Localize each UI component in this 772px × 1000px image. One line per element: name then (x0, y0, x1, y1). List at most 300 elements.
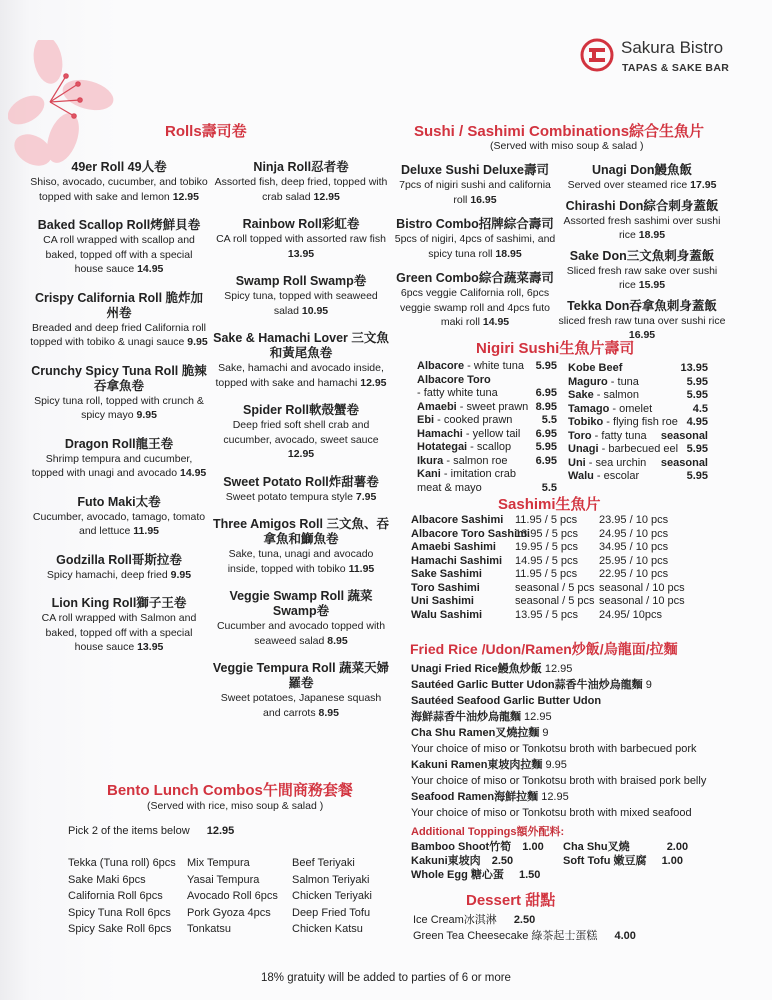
menu-item (212, 331, 390, 390)
item-name: Sweet Potato Roll炸甜薯卷 (223, 474, 379, 489)
noodle-name: Cha Shu Ramen叉燒拉麵 (411, 727, 540, 739)
item-desc-text: Shiso, avocado, cucumber, and tobiko topped with sake and lemon (30, 176, 208, 203)
menu-item (557, 299, 727, 343)
item-name: Spider Roll軟殻蟹卷 (243, 403, 359, 417)
restaurant-tagline: TAPAS & SAKE BAR (622, 62, 730, 74)
item-price: 12.95 (360, 376, 387, 389)
sashimi-price-5: 13.95 / 5 pcs (515, 527, 578, 540)
bento-option: Mix Tempura (187, 857, 250, 869)
bento-option: Tonkatsu (187, 923, 232, 935)
noodle-name: 海鮮蒜香牛油炒烏龍麵 (411, 711, 521, 723)
sashimi-price-10: 34.95 / 10 pcs (599, 541, 669, 553)
sashimi-price-5: 11.95 / 5 pcs (515, 568, 578, 580)
menu-item (30, 291, 208, 350)
topping-price: 1.50 (518, 869, 541, 881)
item-name: Three Amigos Roll 三文魚、吞拿魚和鰤魚卷 (213, 517, 389, 546)
nigiri-desc: - yellow tail (462, 427, 521, 440)
bento-column-1 (68, 855, 176, 938)
nigiri-price: 13.95 (680, 362, 708, 374)
nigiri-row (417, 428, 557, 442)
item-description (212, 289, 390, 318)
menu-item (30, 364, 208, 423)
item-desc-text: CA roll wrapped with scallop and baked, topped off with a special house sauce (43, 234, 195, 275)
sashimi-price-5: 14.95 / 5 pcs (515, 554, 578, 567)
sashimi-row (411, 582, 691, 596)
nigiri-right-table (568, 362, 708, 484)
item-description (30, 233, 208, 277)
nigiri-price: 5.5 (541, 481, 557, 494)
item-name: Godzilla Roll哥斯拉卷 (56, 552, 182, 567)
sashimi-name: Amaebi Sashimi (411, 541, 496, 553)
item-price: 11.95 (348, 562, 375, 575)
item-name: Rainbow Roll彩虹卷 (242, 217, 360, 231)
nigiri-name: Amaebi (417, 400, 457, 413)
nigiri-desc: - white tuna (464, 360, 524, 372)
sashimi-price-10: 24.95 / 10 pcs (599, 527, 669, 540)
item-price: 15.95 (638, 279, 666, 291)
item-name: Swamp Roll Swamp卷 (235, 274, 367, 288)
nigiri-row (568, 470, 708, 484)
sashimi-price-10: seasonal / 10 pcs (599, 595, 685, 607)
item-description (30, 321, 208, 350)
item-desc-text: Shrimp tempura and cucumber, topped with unagi and avocado (31, 452, 193, 479)
item-desc-text: Assorted fresh sashimi over sushi rice (563, 214, 721, 241)
item-name: Green Combo綜合蔬菜壽司 (396, 271, 554, 285)
bento-option: Salmon Teriyaki (292, 873, 370, 886)
bento-option: Spicy Sake Roll 6pcs (68, 923, 172, 935)
item-desc-text: Breaded and deep fried California roll topped with tobiko & unagi sauce (30, 321, 206, 348)
nigiri-desc: - barbecued eel (598, 443, 679, 455)
nigiri-price: 5.95 (535, 441, 557, 453)
nigiri-name: Ikura (417, 454, 444, 467)
nigiri-name: Albacore (417, 360, 465, 372)
sashimi-row (411, 541, 691, 555)
nigiri-price: 5.95 (686, 389, 708, 401)
menu-item (212, 217, 390, 261)
noodle-line (411, 661, 706, 677)
nigiri-price: 4.95 (686, 416, 708, 428)
topping-name: Kakuni東坡肉 (411, 855, 481, 867)
sashimi-price-5: seasonal / 5 pcs (515, 595, 595, 607)
item-description (212, 547, 390, 576)
bento-option: Deep Fried Tofu (292, 906, 371, 919)
menu-item (212, 403, 390, 462)
bento-note: (Served with rice, miso soup & salad ) (147, 800, 324, 812)
nigiri-name: Tobiko (568, 416, 604, 428)
item-desc-text: 7pcs of nigiri sushi and california roll (399, 179, 551, 206)
bento-option: Tekka (Tuna roll) 6pcs (68, 857, 176, 869)
menu-item (392, 271, 558, 330)
nigiri-desc: - sea urchin (585, 456, 647, 469)
item-price: 13.95 (287, 247, 315, 260)
bento-option: Sake Maki 6pcs (68, 873, 146, 886)
sashimi-row (411, 514, 691, 528)
rolls-heading: Rolls壽司卷 (165, 123, 247, 140)
menu-item (212, 475, 390, 505)
dessert-item (413, 927, 636, 943)
item-name: Chirashi Don綜合刺身蓋飯 (565, 198, 719, 213)
nigiri-name: Kobe Beef (568, 362, 623, 374)
noodle-name: Unagi Fried Rice鰻魚炒飯 (411, 663, 542, 675)
item-desc-text: sliced fresh raw tuna over sushi rice (558, 314, 726, 327)
menu-item (30, 553, 208, 583)
nigiri-name: Hotategai (417, 441, 468, 453)
item-desc-text: Sweet potatoes, Japanese squash and carrots (220, 692, 382, 719)
sashimi-name: Albacore Toro Sashimi (411, 527, 530, 540)
item-desc-text: Sake, tuna, unagi and avocado inside, topped with tobiko (227, 548, 374, 575)
nigiri-name: Hamachi (417, 427, 463, 440)
nigiri-row (417, 414, 557, 428)
bento-pick-line (68, 825, 234, 837)
sashimi-price-10: seasonal / 10 pcs (599, 581, 685, 594)
nigiri-price: 8.95 (535, 400, 557, 413)
item-name: Sake Don三文魚刺身蓋飯 (569, 248, 715, 263)
nigiri-name: Maguro (568, 375, 608, 388)
dessert-name: Green Tea Cheesecake 綠茶起士蛋糕 (413, 930, 598, 942)
noodle-line (411, 757, 706, 773)
nigiri-price: 5.95 (686, 470, 708, 482)
nigiri-price: 5.5 (541, 414, 557, 426)
item-price: 9.95 (187, 336, 208, 348)
nigiri-row (417, 387, 557, 401)
item-price: 7.95 (355, 490, 377, 503)
nigiri-row (417, 441, 557, 455)
item-desc-text: Spicy hamachi, deep fried (46, 568, 168, 581)
sashimi-price-5: seasonal / 5 pcs (515, 581, 595, 594)
bento-option: California Roll 6pcs (68, 890, 163, 902)
sashimi-name: Sake Sashimi (411, 568, 482, 580)
item-price: 12.95 (172, 190, 199, 203)
item-price: 17.95 (690, 179, 717, 191)
topping-name: Bamboo Shoot竹筍 (411, 841, 512, 853)
item-description (557, 178, 727, 193)
dessert-item (413, 911, 535, 927)
menu-item (392, 163, 558, 207)
item-description (392, 286, 558, 330)
item-desc-text: Sweet potato tempura style (225, 490, 353, 503)
nigiri-row (568, 430, 708, 444)
sashimi-price-5: 19.95 / 5 pcs (515, 541, 578, 553)
item-name: Unagi Don鰻魚飯 (592, 163, 692, 177)
sashimi-name: Uni Sashimi (411, 595, 474, 607)
restaurant-name: Sakura Bistro (621, 38, 724, 57)
nigiri-price: 5.95 (686, 375, 708, 388)
nigiri-price: 5.95 (535, 360, 557, 372)
bento-option: Spicy Tuna Roll 6pcs (68, 906, 171, 919)
nigiri-name: Uni (568, 456, 586, 469)
nigiri-desc: - cooked prawn (434, 414, 513, 426)
nigiri-desc: - fatty white tuna (417, 387, 498, 399)
bento-pick-price: 12.95 (206, 825, 235, 837)
sashimi-price-10: 25.95 / 10 pcs (599, 554, 669, 567)
nigiri-row (568, 362, 708, 376)
item-name: Tekka Don吞拿魚刺身蓋飯 (567, 298, 717, 313)
toppings-heading: Additional Toppings額外配料: (411, 826, 565, 838)
item-description (30, 510, 208, 539)
nigiri-desc: - tuna (607, 375, 639, 388)
item-price: 18.95 (495, 247, 522, 260)
item-desc-text: Cucumber, avocado, tamago, tomato and lettuce (32, 510, 206, 537)
nigiri-desc: - escolar (593, 470, 640, 482)
noodle-detail: Your choice of miso or Tonkotsu broth with braised pork belly (411, 775, 707, 787)
item-price: 14.95 (137, 263, 164, 275)
sashimi-name: Toro Sashimi (411, 581, 480, 594)
topping-price: 1.00 (661, 855, 683, 867)
item-name: Veggie Tempura Roll 蔬菜天婦羅卷 (212, 661, 390, 690)
noodles-list (411, 661, 706, 821)
sashimi-price-5: 11.95 / 5 pcs (515, 514, 578, 526)
menu-item (30, 596, 208, 655)
item-price: 9.95 (170, 568, 192, 581)
nigiri-desc: - sweet prawn (456, 400, 529, 413)
noodle-detail: Your choice of miso or Tonkotsu broth with barbecued pork (411, 743, 697, 755)
bento-option: Avocado Roll 6pcs (187, 890, 278, 902)
nigiri-row (568, 376, 708, 390)
item-desc-text: Served over steamed rice (567, 179, 688, 191)
item-name: Veggie Swamp Roll 蔬菜Swamp卷 (229, 589, 373, 618)
item-name: Deluxe Sushi Deluxe壽司 (401, 163, 549, 177)
item-description (392, 178, 558, 207)
noodle-name: Sautéed Garlic Butter Udon蒜香牛油炒烏龍麵 (411, 679, 643, 691)
item-price: 14.95 (482, 316, 510, 328)
item-name: Ninja Roll忍者卷 (253, 160, 349, 174)
topping-name: Cha Shu叉燒 (563, 841, 630, 853)
sashimi-row (411, 555, 691, 569)
topping-price: 2.50 (491, 855, 514, 867)
nigiri-row (417, 468, 557, 482)
nigiri-price: 4.5 (692, 402, 708, 415)
noodle-line (411, 805, 706, 821)
item-description (30, 611, 208, 655)
nigiri-desc: - omelet (609, 402, 653, 415)
item-price: 13.95 (137, 641, 164, 653)
combos-heading: Sushi / Sashimi Combinations綜合生魚片 (414, 123, 705, 140)
noodle-detail: 12.95 (541, 663, 573, 675)
nigiri-desc: - salmon roe (443, 454, 508, 467)
item-description (212, 232, 390, 261)
sashimi-row (411, 568, 691, 582)
item-desc-text: 6pcs veggie California roll, 6pcs veggie swamp roll and 4pcs futo maki roll (400, 287, 550, 328)
noodles-heading: Fried Rice /Udon/Ramen炒飯/烏龍面/拉麵 (410, 641, 678, 657)
noodle-detail: Your choice of miso or Tonkotsu broth with mixed seafood (411, 807, 692, 819)
noodle-detail: 9 (539, 727, 549, 739)
combos-left-column (392, 163, 558, 340)
item-name: Baked Scallop Roll烤鮮貝卷 (37, 218, 201, 232)
item-price: 8.95 (318, 706, 339, 719)
menu-item (212, 661, 390, 720)
item-name: Lion King Roll獅子王卷 (51, 596, 187, 610)
menu-item (212, 589, 390, 648)
nigiri-row (568, 443, 708, 457)
sashimi-heading: Sashimi生魚片 (498, 496, 601, 513)
nigiri-row (417, 455, 557, 469)
nigiri-desc: - fatty tuna (591, 429, 647, 442)
sakura-bistro-logo-icon (580, 38, 614, 72)
nigiri-row (417, 401, 557, 415)
item-description (212, 175, 390, 204)
bento-column-2 (187, 855, 278, 938)
item-price: 12.95 (287, 448, 315, 460)
item-description (392, 232, 558, 261)
topping-item (411, 866, 540, 882)
noodle-detail: 9.95 (542, 759, 567, 771)
menu-item (212, 517, 390, 576)
bento-heading: Bento Lunch Combos午間商務套餐 (107, 782, 353, 799)
nigiri-row (417, 360, 557, 374)
topping-name: Soft Tofu 嫩豆腐 (563, 855, 647, 867)
menu-item (30, 160, 208, 204)
item-price: 16.95 (470, 193, 497, 206)
nigiri-name: Albacore Toro (417, 373, 491, 386)
item-description (212, 691, 390, 720)
bento-option: Chicken Katsu (292, 923, 363, 935)
sashimi-price-10: 22.95 / 10 pcs (599, 568, 669, 580)
bento-option: Chicken Teriyaki (292, 890, 372, 902)
item-name: 49er Roll 49人卷 (71, 160, 167, 174)
dessert-price: 4.00 (614, 930, 636, 942)
noodle-line (411, 789, 706, 805)
item-price: 12.95 (313, 190, 340, 203)
item-price: 8.95 (327, 634, 348, 647)
nigiri-price: seasonal (660, 456, 708, 469)
noodle-name: Kakuni Ramen東坡肉拉麵 (411, 759, 543, 771)
nigiri-name: Tamago (568, 402, 610, 415)
nigiri-heading: Nigiri Sushi生魚片壽司 (476, 340, 635, 357)
item-description (557, 214, 727, 243)
nigiri-price: seasonal (660, 429, 708, 442)
noodle-line (411, 677, 706, 693)
item-desc-text: Spicy tuna roll, topped with crunch & spicy mayo (34, 394, 204, 421)
sashimi-name: Hamachi Sashimi (411, 554, 503, 567)
bento-option: Yasai Tempura (187, 873, 260, 886)
nigiri-name: Unagi (568, 443, 599, 455)
rolls-right-column (212, 160, 390, 733)
nigiri-name: Ebi (417, 414, 435, 426)
nigiri-desc: - imitation crab (440, 468, 517, 480)
nigiri-row (568, 457, 708, 471)
item-description (212, 490, 390, 505)
noodle-detail: 9 (642, 679, 652, 691)
nigiri-desc: - flying fish roe (603, 416, 678, 428)
bento-option: Pork Gyoza 4pcs (187, 906, 271, 919)
noodle-line (411, 741, 706, 757)
item-desc-text: Deep fried soft shell crab and cucumber, avocado, sweet sauce (223, 419, 379, 446)
item-desc-text: Spicy tuna, topped with seaweed salad (224, 290, 378, 317)
bento-pick-text: Pick 2 of the items below (68, 825, 190, 837)
item-price: 9.95 (136, 409, 157, 421)
item-name: Crispy California Roll 脆炸加州卷 (34, 290, 204, 320)
nigiri-desc: - salmon (593, 389, 639, 401)
sashimi-table (411, 514, 691, 622)
noodle-name: Sautéed Seafood Garlic Butter Udon (411, 695, 602, 707)
item-description (557, 264, 727, 293)
item-description (212, 619, 390, 648)
item-description (212, 418, 390, 462)
topping-name: Whole Egg 糖心蛋 (411, 869, 504, 881)
gratuity-footer: 18% gratuity will be added to parties of 6 or more (261, 972, 511, 984)
menu-item (212, 274, 390, 318)
rolls-left-column (30, 160, 208, 669)
bento-option: Beef Teriyaki (292, 857, 355, 869)
nigiri-row (568, 403, 708, 417)
nigiri-name: Toro (568, 429, 592, 442)
item-desc-text: Sliced fresh raw sake over sushi rice (566, 264, 718, 291)
noodle-line (411, 709, 706, 725)
noodle-detail: 12.95 (521, 711, 552, 723)
item-description (212, 361, 390, 390)
menu-item (30, 437, 208, 481)
nigiri-desc: - scallop (467, 441, 512, 453)
noodle-name: Seafood Ramen海鮮拉麵 (411, 791, 539, 803)
item-description (30, 452, 208, 481)
nigiri-desc: meat & mayo (417, 481, 482, 494)
item-description (30, 394, 208, 423)
nigiri-row (568, 389, 708, 403)
nigiri-price: 6.95 (535, 387, 557, 399)
topping-item (563, 852, 683, 868)
combos-note: (Served with miso soup & salad ) (490, 140, 644, 152)
nigiri-name: Walu (568, 470, 594, 482)
sashimi-price-10: 24.95/ 10pcs (599, 608, 662, 621)
item-description (30, 568, 208, 583)
dessert-heading: Dessert 甜點 (466, 892, 556, 909)
item-desc-text: CA roll wrapped with Salmon and baked, topped off with a special house sauce (41, 612, 197, 653)
dessert-price: 2.50 (513, 914, 536, 926)
menu-item (30, 495, 208, 539)
nigiri-row (417, 374, 557, 388)
sashimi-row (411, 528, 691, 542)
item-name: Crunchy Spicy Tuna Roll 脆辣吞拿魚卷 (31, 363, 207, 393)
noodle-detail: 12.95 (538, 791, 569, 803)
item-price: 11.95 (133, 525, 159, 537)
item-description (30, 175, 208, 204)
item-desc-text: Assorted fish, deep fried, topped with crab salad (214, 176, 388, 203)
item-name: Sake & Hamachi Lover 三文魚和黃尾魚卷 (213, 331, 389, 360)
item-desc-text: 5pcs of nigiri, 4pcs of sashimi, and spicy tuna roll (394, 233, 556, 260)
item-price: 14.95 (180, 467, 207, 479)
noodle-line (411, 773, 706, 789)
item-name: Bistro Combo招牌綜合壽司 (396, 217, 554, 231)
menu-item (557, 249, 727, 293)
dessert-name: Ice Cream冰淇淋 (413, 914, 497, 926)
sashimi-row (411, 595, 691, 609)
item-desc-text: CA roll topped with assorted raw fish (216, 233, 386, 245)
item-desc-text: Cucumber and avocado topped with seaweed salad (216, 620, 386, 647)
nigiri-name: Kani (417, 468, 441, 480)
sashimi-name: Albacore Sashimi (411, 514, 504, 526)
item-desc-text: Sake, hamachi and avocado inside, topped with sake and hamachi (215, 362, 384, 389)
nigiri-name: Sake (568, 389, 594, 401)
item-name: Futo Maki太卷 (77, 494, 161, 509)
menu-item (212, 160, 390, 204)
combos-right-column (557, 163, 727, 349)
item-price: 16.95 (628, 329, 656, 341)
nigiri-row (568, 416, 708, 430)
sashimi-price-10: 23.95 / 10 pcs (599, 514, 669, 526)
cherry-blossom-illustration (8, 40, 118, 170)
sashimi-row (411, 609, 691, 623)
item-price: 18.95 (638, 229, 666, 241)
nigiri-price: 5.95 (686, 443, 708, 455)
nigiri-price: 6.95 (535, 454, 557, 467)
item-price: 10.95 (301, 304, 329, 317)
menu-item (30, 218, 208, 277)
menu-item (557, 199, 727, 243)
noodle-line (411, 693, 706, 709)
bento-column-3 (292, 855, 372, 938)
noodle-line (411, 725, 706, 741)
sashimi-price-5: 13.95 / 5 pcs (515, 608, 578, 621)
